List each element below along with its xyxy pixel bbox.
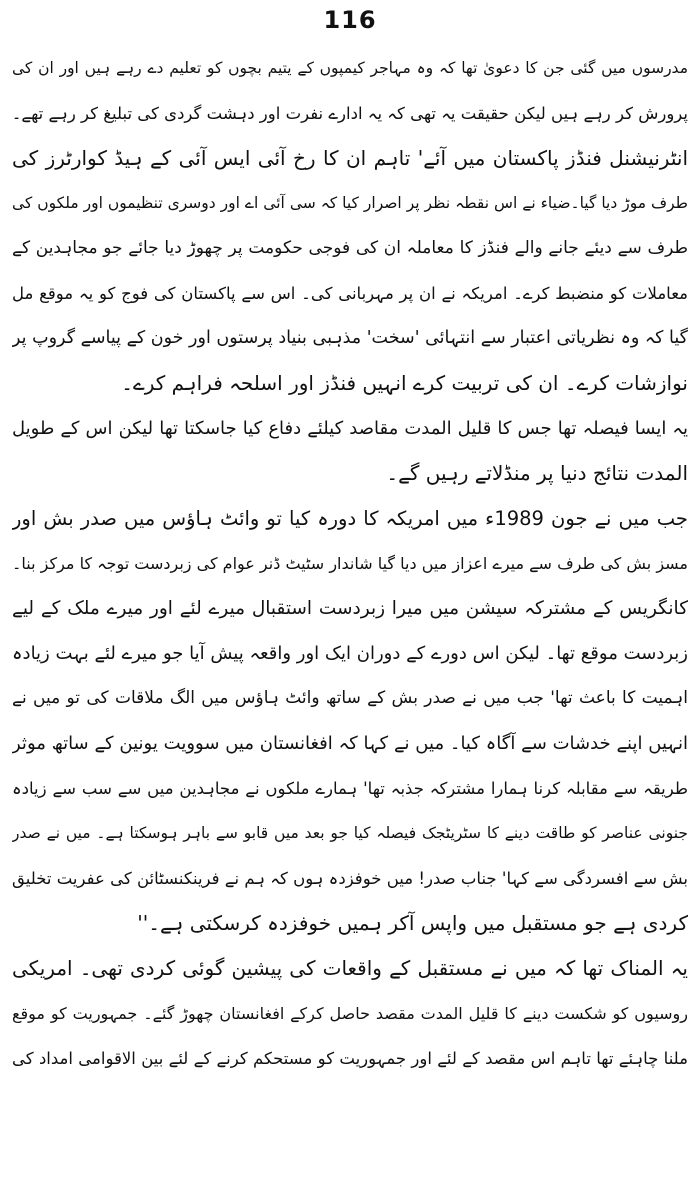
- text-line: جنونی عناصر کو طاقت دینے کا سٹریٹجک فیصلہ کیا جو بعد میں قابو سے باہر ہوسکتا ہے۔ میں نے صدر: [12, 824, 688, 842]
- text-line: طریقہ سے مقابلہ کرنا ہمارا مشترکہ جذبہ تھا' ہمارے ملکوں نے مجاہدین میں سے سب سے زیادہ: [12, 779, 688, 798]
- text-line: روسیوں کو شکست دینے کا قلیل المدت مقصد حاصل کرکے افغانستان چھوڑ گئے۔ جمہوریت کو موقع: [12, 1004, 688, 1023]
- text-line: کردی ہے جو مستقبل میں واپس آکر ہمیں خوفزدہ کرسکتی ہے۔'': [137, 911, 688, 935]
- paragraph-2: [12, 136, 688, 406]
- text-line: طرف سے دیئے جانے والے فنڈز کا معاملہ ان کی فوجی حکومت پر چھوڑ دیا جائے جو مجاہدین کے: [12, 238, 688, 258]
- text-line: یہ ایسا فیصلہ تھا جس کا قلیل المدت مقاصد کیلئے دفاع کیا جاسکتا تھا لیکن اس کے طویل: [12, 418, 688, 439]
- paragraph-1: [12, 46, 688, 136]
- paragraph-3: [12, 406, 688, 496]
- text-line: جب میں نے جون 1989ء میں امریکہ کا دورہ کیا تو وائٹ ہاؤس میں صدر بش اور: [12, 507, 688, 530]
- text-line: معاملات کو منضبط کرے۔ امریکہ نے ان پر مہربانی کی۔ اس سے پاکستان کی فوج کو یہ موقع مل: [12, 284, 688, 303]
- text-line: مدرسوں میں گئی جن کا دعویٰ تھا کہ وہ مہاجر کیمپوں کے یتیم بچوں کو تعلیم دے رہے ہیں اور ان کی: [12, 59, 688, 77]
- text-line: مسز بش کی طرف سے میرے اعزاز میں دیا گیا شاندار سٹیٹ ڈنر عوام کی زبردست توجہ کا مرکز بنا۔: [12, 554, 688, 573]
- text-line: پرورش کر رہے ہیں لیکن حقیقت یہ تھی کہ یہ ادارے نفرت اور دہشت گردی کی تبلیغ کر رہے تھے۔: [12, 104, 688, 123]
- text-line: ملنا چاہئے تھا تاہم اس مقصد کے لئے اور جمہوریت کو مستحکم کرنے کے لئے بین الاقوامی امداد کی: [12, 1049, 688, 1068]
- text-line: اہمیت کا باعث تھا' جب میں نے صدر بش کے ساتھ وائٹ ہاؤس میں الگ ملاقات کی تو میں نے: [12, 688, 688, 708]
- text-line: انہیں اپنے خدشات سے آگاہ کیا۔ میں نے کہا کہ افغانستان میں سوویت یونین کے ساتھ موثر: [12, 733, 688, 754]
- text-line: کانگریس کے مشترکہ سیشن میں میرا زبردست استقبال میرے لئے اور میرے ملک کے لیے: [12, 598, 688, 619]
- text-line: یہ المناک تھا کہ میں نے مستقبل کے واقعات کی پیشین گوئی کردی تھی۔ امریکی: [12, 956, 688, 980]
- text-line: زبردست موقع تھا۔ لیکن اس دورے کے دوران ایک اور واقعہ پیش آیا جو میرے لئے بہت زیادہ: [12, 643, 688, 664]
- page-body: [12, 46, 688, 1081]
- page-number: 116: [323, 6, 377, 34]
- text-line: المدت نتائج دنیا پر منڈلاتے رہیں گے۔: [386, 461, 688, 485]
- text-line: طرف موڑ دیا گیا۔ضیاء نے اس نقطہ نظر پر اصرار کیا کہ سی آئی اے اور دوسری تنظیموں اور ملکوں کی: [12, 194, 688, 212]
- text-line: انٹرنیشنل فنڈز پاکستان میں آئے' تاہم ان کا رخ آئی ایس آئی کے ہیڈ کوارٹرز کی: [12, 146, 688, 170]
- paragraph-5: [12, 946, 688, 1081]
- text-line: گیا کہ وہ نظریاتی اعتبار سے انتہائی 'سخت' مذہبی بنیاد پرستوں اور خون کے پیاسے گروپ پر: [12, 328, 688, 348]
- paragraph-4: [12, 496, 688, 946]
- text-line: نوازشات کرے۔ ان کی تربیت کرے انہیں فنڈز اور اسلحہ فراہم کرے۔: [121, 371, 688, 395]
- text-line: بش سے افسردگی سے کہا' جناب صدر! میں خوفزدہ ہوں کہ ہم نے فرینکنسٹائن کی عفریت تخلیق: [12, 869, 688, 888]
